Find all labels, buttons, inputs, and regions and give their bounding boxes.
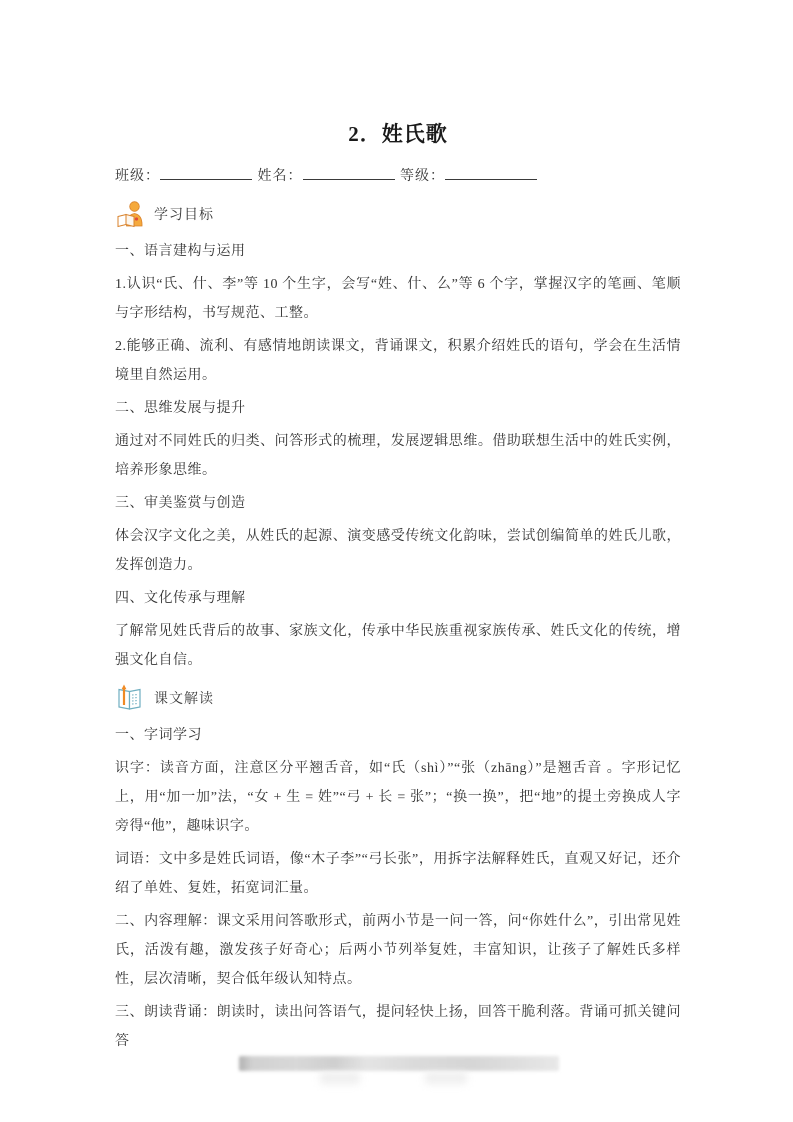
paragraph-aesthetics: 体会汉字文化之美，从姓氏的起源、演变感受传统文化韵味，尝试创编简单的姓氏儿歌，发挥创造力。 [115, 529, 681, 573]
class-blank-line [160, 164, 252, 180]
name-blank-line [303, 164, 395, 180]
student-info-line [115, 164, 681, 185]
paragraph-thinking: 通过对不同姓氏的归类、问答形式的梳理，发展逻辑思维。借助联想生活中的姓氏实例，培养形象思维。 [115, 434, 681, 478]
paragraph-recitation: 三、朗读背诵：朗读时，读出问答语气，提问轻快上扬，回答干脆利落。背诵可抓关键问答 [115, 1005, 681, 1049]
class-label: 班级： [115, 169, 160, 184]
paragraph-culture: 了解常见姓氏背后的故事、家族文化，传承中华民族重视家族传承、姓氏文化的传统，增强文化自信。 [115, 624, 681, 668]
subheading-culture: 四、文化传承与理解 [115, 591, 246, 606]
section-header-learning-goals [115, 199, 681, 229]
subheading-thinking: 二、思维发展与提升 [115, 401, 246, 416]
paragraph-goal-1: 1.认识“氏、什、李”等 10 个生字，会写“姓、什、么”等 6 个字，掌握汉字的笔画、笔顺与字形结构，书写规范、工整。 [115, 277, 681, 321]
paragraph-comprehension: 二、内容理解：课文采用问答歌形式，前两小节是一问一答，问“你姓什么”，引出常见姓氏，活泼有趣，激发孩子好奇心；后两小节列举复姓，丰富知识，让孩子了解姓氏多样性，层次清晰，契合低年级认知特点。 [115, 914, 681, 987]
page-title: 2．姓氏歌 [348, 122, 448, 146]
document-content [115, 118, 681, 1060]
subheading-words: 一、字词学习 [115, 728, 202, 743]
watermark-smudge [320, 1072, 360, 1084]
name-label: 姓名： [257, 169, 303, 184]
watermark-smudge [425, 1072, 467, 1084]
subheading-aesthetics: 三、审美鉴赏与创造 [115, 496, 246, 511]
subheading-language: 一、语言建构与运用 [115, 244, 246, 259]
section-title-text-analysis: 课文解读 [154, 692, 214, 707]
paragraph-literacy: 识字：读音方面，注意区分平翘舌音，如“氏（shì）”“张（zhāng）”是翘舌音 。字形记忆上，用“加一加”法，“女 + 生 = 姓”“弓 + 长 = 张”；“换一换”，把“地”的提土旁换成人字旁得“他”，趣味识字。 [115, 761, 681, 834]
grade-blank-line [445, 164, 537, 180]
reader-icon [115, 199, 145, 229]
paragraph-goal-2: 2.能够正确、流利、有感情地朗读课文，背诵课文，积累介绍姓氏的语句，学会在生活情境里自然运用。 [115, 339, 681, 383]
section-header-text-analysis [115, 683, 681, 713]
section-title-learning-goals: 学习目标 [154, 208, 214, 223]
book-pencil-icon [115, 683, 145, 713]
paragraph-vocabulary: 词语：文中多是姓氏词语，像“木子李”“弓长张”，用拆字法解释姓氏，直观又好记，还介绍了单姓、复姓，拓宽词汇量。 [115, 852, 681, 896]
grade-label: 等级： [400, 169, 445, 184]
blurred-watermark [239, 1056, 559, 1071]
